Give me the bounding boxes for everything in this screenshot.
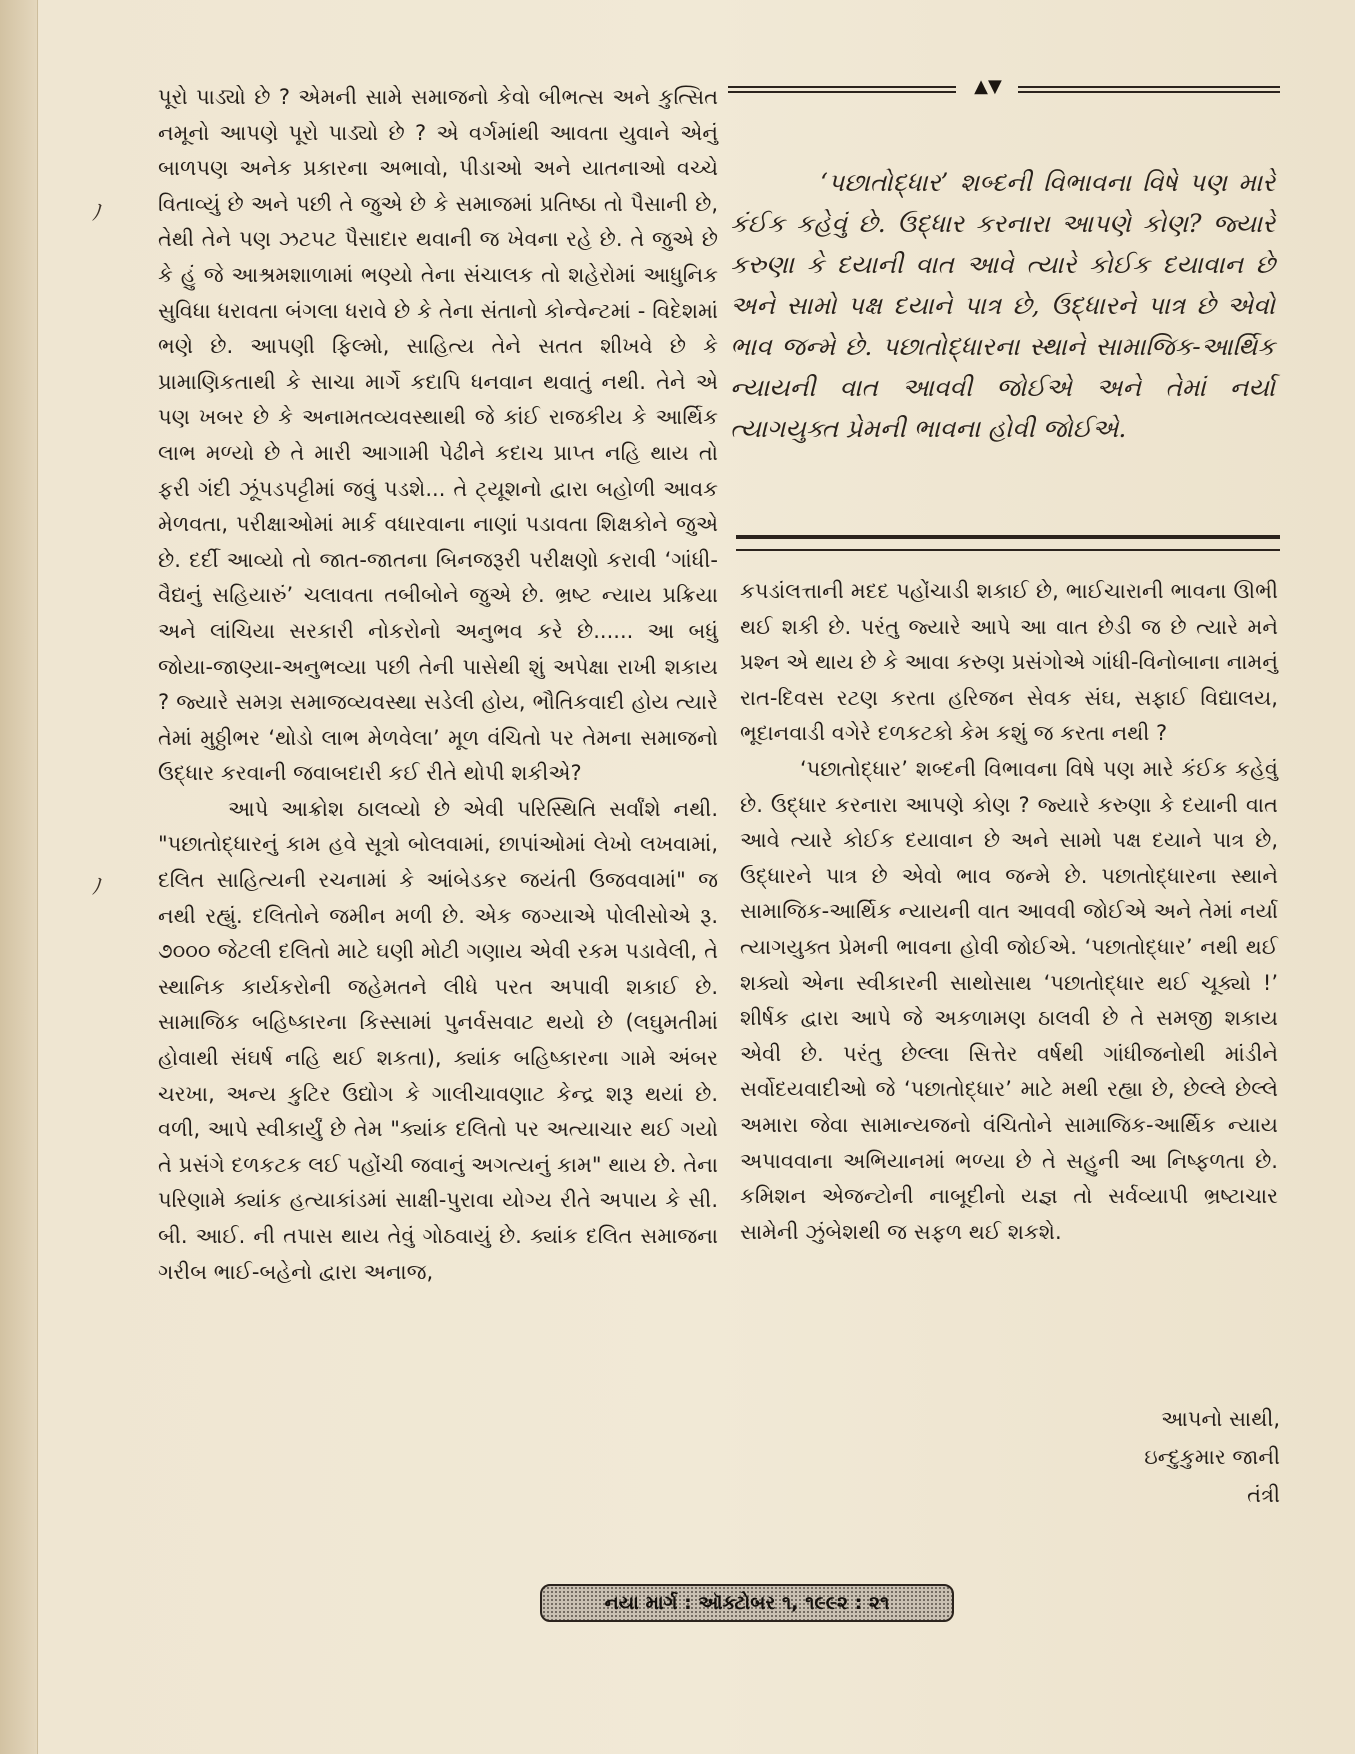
pull-quote-text: ‘પછાતોદ્ધાર’ શબ્દની વિભાવના વિષે પણ મારે કંઈક કહેવું છે. ઉદ્ધાર કરનારા આપણે કોણ? જ્યારે કરુણા કે દયાની વાત આવે ત્યારે કોઈક દયાવાન છે અને સામો પક્ષ દયાને પાત્ર છે, ઉદ્ધારને પાત્ર છે એવો ભાવ જન્મે છે. પછાતોદ્ધારના સ્થાને સામાજિક-આર્થિક ન્યાયની વાત આવવી જોઈએ અને તેમાં નર્યા ત્યાગયુક્ત પ્રેમની ભાવના હોવી જોઈએ. <box>730 168 1275 443</box>
ornament-rule <box>728 86 956 93</box>
binding-edge <box>0 0 38 1754</box>
margin-mark: ﾉ <box>92 875 104 900</box>
top-ornament <box>728 76 1280 112</box>
body-paragraph: કપડાંલત્તાની મદદ પહોંચાડી શકાઈ છે, ભાઈચારાની ભાવના ઊભી થઈ શકી છે. પરંતુ જ્યારે આપે આ વાત છેડી જ છે ત્યારે મને પ્રશ્ન એ થાય છે કે આવા કરુણ પ્રસંગોએ ગાંધી-વિનોબાના નામનું રાત-દિવસ રટણ કરતા હરિજન સેવક સંઘ, સફાઈ વિદ્યાલય, ભૂદાનવાડી વગેરે દળકટકો કેમ કશું જ કરતા નથી ? <box>740 579 1278 746</box>
body-paragraph: પૂરો પાડ્યો છે ? એમની સામે સમાજનો કેવો બીભત્સ અને કુત્સિત નમૂનો આપણે પૂરો પાડ્યો છે ? એ વર્ગમાંથી આવતા યુવાને એનું બાળપણ અનેક પ્રકારના અભાવો, પીડાઓ અને યાતનાઓ વચ્ચે વિતાવ્યું છે અને પછી તે જુએ છે કે સમાજમાં પ્રતિષ્ઠા તો પૈસાની છે, તેથી તેને પણ ઝટપટ પૈસાદાર થવાની જ ખેવના રહે છે. તે જુએ છે કે હું જે આશ્રમશાળામાં ભણ્યો તેના સંચાલક તો શહેરોમાં આધુનિક સુવિધા ધરાવતા બંગલા ધરાવે છે કે તેના સંતાનો કોન્વેન્ટમાં - વિદેશમાં ભણે છે. આપણી ફિલ્મો, સાહિત્ય તેને સતત શીખવે છે કે પ્રામાણિકતાથી કે સાચા માર્ગે કદાપિ ધનવાન થવાતું નથી. તેને એ પણ ખબર છે કે અનામતવ્યવસ્થાથી જે કાંઈ રાજકીય કે આર્થિક લાભ મળ્યો છે તે મારી આગામી પેઢીને કદાચ પ્રાપ્ત નહિ થાય તો ફરી ગંદી ઝૂંપડપટ્ટીમાં જવું પડશે... તે ટ્યૂશનો દ્વારા બહોળી આવક મેળવતા, પરીક્ષાઓમાં માર્ક વધારવાના નાણાં પડાવતા શિક્ષકોને જુએ છે. દર્દી આવ્યો તો જાત-જાતના બિનજરૂરી પરીક્ષણો કરાવી ‘ગાંધી-વૈદ્યનું સહિયારું’ ચલાવતા તબીબોને જુએ છે. ભ્રષ્ટ ન્યાય પ્રક્રિયા અને લાંચિયા સરકારી નોકરોનો અનુભવ કરે છે...... આ બધું જોયા-જાણ્યા-અનુભવ્યા પછી તેની પાસેથી શું અપેક્ષા રાખી શકાય ? જ્યારે સમગ્ર સમાજવ્યવસ્થા સડેલી હોય, ભૌતિકવાદી હોય ત્યારે તેમાં મુઠ્ઠીભર ‘થોડો લાભ મેળવેલા’ મૂળ વંચિતો પર તેમના સમાજનો ઉદ્ધાર કરવાની જવાબદારી કઈ રીતે થોપી શકીએ? <box>158 85 718 786</box>
signoff-closing: આપનો સાથી, <box>1161 1407 1280 1431</box>
signoff <box>1000 1400 1280 1514</box>
ornament-triangles-icon: ▲▼ <box>974 76 1002 97</box>
signoff-name: ઇન્દુકુમાર જાની <box>1144 1445 1280 1469</box>
right-column <box>740 574 1278 1250</box>
ornament-rule <box>1018 86 1280 93</box>
left-column <box>158 80 718 1290</box>
pull-quote-divider <box>736 535 1280 551</box>
footer-text: નયા માર્ગ : ઑક્ટોબર ૧, ૧૯૯૨ : ૨૧ <box>604 1592 890 1614</box>
pull-quote <box>730 162 1275 449</box>
page-footer <box>540 1584 954 1622</box>
signoff-title: તંત્રી <box>1247 1483 1280 1507</box>
body-paragraph: આપે આક્રોશ ઠાલવ્યો છે એવી પરિસ્થિતિ સર્વાંશે નથી. "પછાતોદ્ધારનું કામ હવે સૂત્રો બોલવામાં, છાપાંઓમાં લેખો લખવામાં, દલિત સાહિત્યની રચનામાં કે આંબેડકર જયંતી ઉજવવામાં" જ નથી રહ્યું. દલિતોને જમીન મળી છે. એક જગ્યાએ પોલીસોએ રૂ. ૭૦૦૦ જેટલી દલિતો માટે ઘણી મોટી ગણાય એવી રકમ પડાવેલી, તે સ્થાનિક કાર્યકરોની જહેમતને લીધે પરત અપાવી શકાઈ છે. સામાજિક બહિષ્કારના કિસ્સામાં પુનર્વસવાટ થયો છે (લઘુમતીમાં હોવાથી સંઘર્ષ નહિ થઈ શકતા), ક્યાંક બહિષ્કારના ગામે અંબર ચરખા, અન્ય કુટિર ઉદ્યોગ કે ગાલીચાવણાટ કેન્દ્ર શરૂ થયાં છે. વળી, આપે સ્વીકાર્યું છે તેમ "ક્યાંક દલિતો પર અત્યાચાર થઈ ગયો તે પ્રસંગે દળકટક લઈ પહોંચી જવાનું અગત્યનું કામ" થાય છે. તેના પરિણામે ક્યાંક હત્યાકાંડમાં સાક્ષી-પુરાવા યોગ્ય રીતે અપાય કે સી. બી. આઈ. ની તપાસ થાય તેવું ગોઠવાયું છે. ક્યાંક દલિત સમાજના ગરીબ ભાઈ-બહેનો દ્વારા અનાજ, <box>158 796 718 1284</box>
body-paragraph: ‘પછાતોદ્ધાર’ શબ્દની વિભાવના વિષે પણ મારે કંઈક કહેવું છે. ઉદ્ધાર કરનારા આપણે કોણ ? જ્યારે કરુણા કે દયાની વાત આવે ત્યારે કોઈક દયાવાન છે અને સામો પક્ષ દયાને પાત્ર છે, ઉદ્ધારને પાત્ર છે એવો ભાવ જન્મે છે. પછાતોદ્ધારના સ્થાને સામાજિક-આર્થિક ન્યાયની વાત આવવી જોઈએ અને તેમાં નર્યા ત્યાગયુક્ત પ્રેમની ભાવના હોવી જોઈએ. ‘પછાતોદ્ધાર’ નથી થઈ શક્યો એના સ્વીકારની સાથોસાથ ‘પછાતોદ્ધાર થઈ ચૂક્યો !’ શીર્ષક દ્વારા આપે જે અકળામણ ઠાલવી છે તે સમજી શકાય એવી છે. પરંતુ છેલ્લા સિત્તેર વર્ષથી ગાંધીજનોથી માંડીને સર્વોદયવાદીઓ જે ‘પછાતોદ્ધાર’ માટે મથી રહ્યા છે, છેલ્લે છેલ્લે અમારા જેવા સામાન્યજનો વંચિતોને સામાજિક-આર્થિક ન્યાય અપાવવાના અભિયાનમાં ભળ્યા છે તે સહુની આ નિષ્ફળતા છે. કમિશન એજન્ટોની નાબૂદીનો યજ્ઞ તો સર્વવ્યાપી ભ્રષ્ટાચાર સામેની ઝુંબેશથી જ સફળ થઈ શકશે. <box>740 756 1278 1244</box>
margin-mark: ﾉ <box>92 201 104 226</box>
